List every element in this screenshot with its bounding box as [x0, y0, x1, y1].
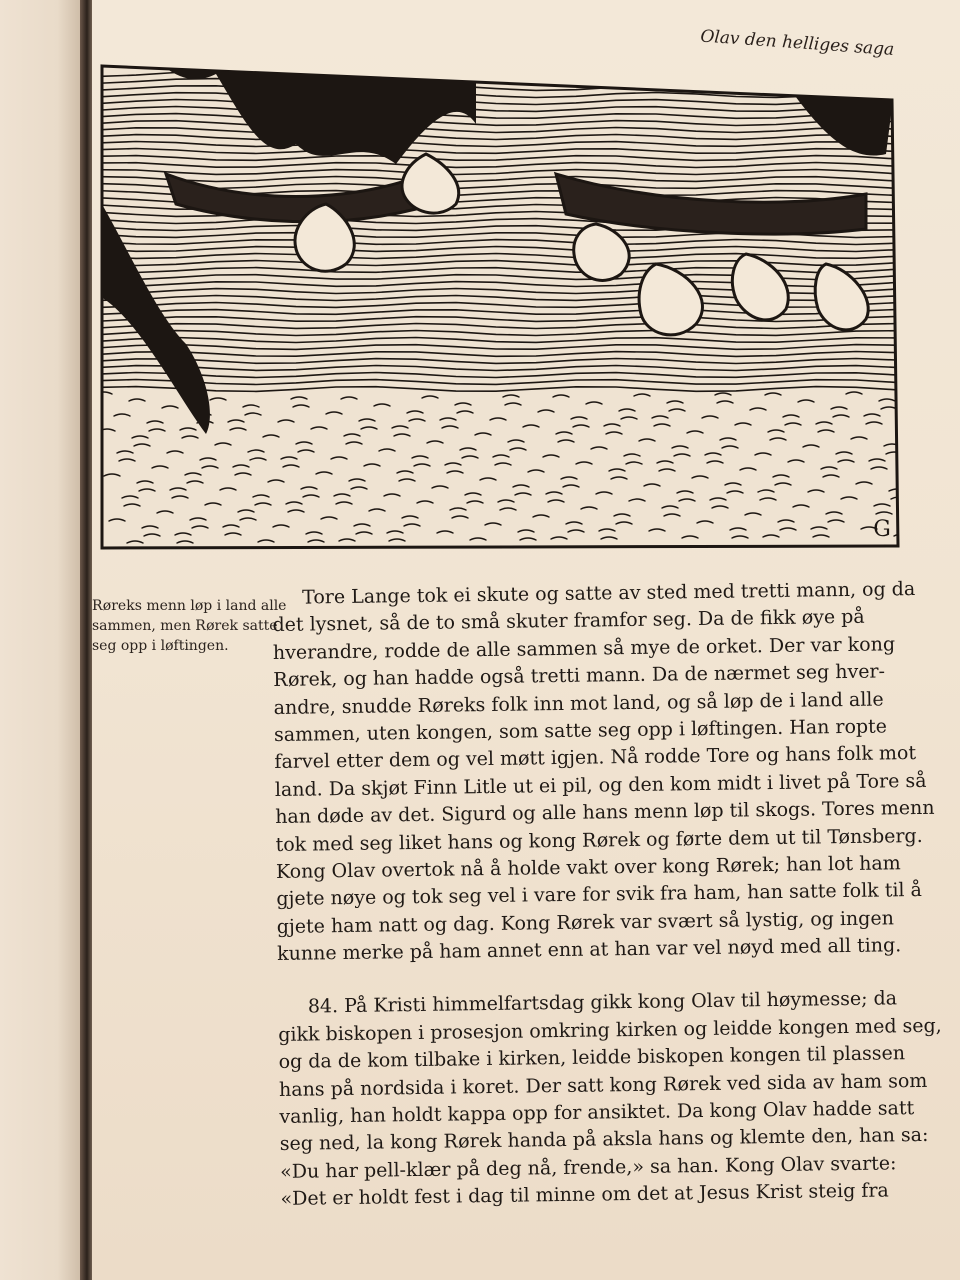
- text-line: gikk biskopen i prosesjon omkring kirken og leidde kongen med seg,: [278, 1014, 942, 1046]
- body-text: [272, 576, 942, 1213]
- caption-line: sammen, men Rørek satte: [92, 618, 278, 634]
- paragraph: [278, 985, 942, 1213]
- text-line: tok med seg liket hans og kong Rørek og førte dem ut til Tønsberg.: [275, 824, 923, 856]
- text-line: kunne merke på ham annet enn at han var vel nøyd med all ting.: [276, 934, 902, 966]
- text-line: vanlig, han holdt kappa opp for ansiktet. Da kong Olav hadde satt: [279, 1097, 915, 1128]
- text-line: Kong Olav overtok nå å holde vakt over kong Rørek; han lot ham: [275, 852, 901, 883]
- caption-line: seg opp i løftingen.: [92, 638, 229, 654]
- text-line: «Du har pell-klær på deg nå, frende,» sa han. Kong Olav svarte:: [280, 1152, 897, 1183]
- text-line: andre, snudde Røreks folk inn mot land, og så løp de i land alle: [273, 688, 884, 719]
- text-line: «Det er holdt fest i dag til minne om det at Jesus Krist steig fra: [280, 1179, 889, 1211]
- text-line: det lysnet, så de to små skuter framfor seg. Da de fikk øye på: [272, 606, 865, 637]
- text-line: farvel etter dem og vel møtt igjen. Nå rodde Tore og hans folk mot: [274, 742, 917, 774]
- left-facing-page: [0, 0, 82, 1280]
- text-line: gjete ham natt og dag. Kong Rørek var svært så lystig, og ingen: [276, 907, 895, 938]
- text-line: 84. På Kristi himmelfartsdag gikk kong Olav til høymesse; da: [307, 987, 898, 1019]
- text-line: sammen, uten kongen, som satte seg opp i løftingen. Han ropte: [273, 715, 888, 746]
- text-line: han døde av det. Sigurd og alle hans menn løp til skogs. Tores menn: [275, 796, 935, 829]
- text-line: og da de kom tilbake i kirken, leidde biskopen kongen til plassen: [278, 1042, 906, 1074]
- text-line: gjete nøye og tok seg vel i vare for svik fra ham, han satte folk til å: [276, 879, 923, 911]
- text-line: land. Da skjøt Finn Litle ut ei pil, og den kom midt i livet på Tore så: [274, 769, 927, 801]
- engraving-viking-landing-icon: [96, 14, 904, 549]
- paragraph: [272, 576, 935, 968]
- text-line: seg ned, la kong Rørek handa på aksla hans og klemte den, han sa:: [279, 1124, 929, 1156]
- illustration-caption: [92, 596, 287, 656]
- text-line: hans på nordsida i koret. Der satt kong Rørek ved sida av ham som: [278, 1069, 928, 1101]
- illustration-engraving: [96, 14, 904, 549]
- engraving-monogram: G: [873, 517, 891, 542]
- running-head: Olav den helliges saga: [699, 26, 895, 60]
- caption-line: Røreks menn løp i land alle: [92, 598, 287, 614]
- text-line: Tore Lange tok ei skute og satte av sted med tretti mann, og da: [302, 578, 916, 609]
- text-line: hverandre, rodde de alle sammen så mye de orket. Der var kong: [272, 633, 896, 664]
- text-line: Rørek, og han hadde også tretti mann. Da de nærmet seg hver-: [273, 660, 886, 692]
